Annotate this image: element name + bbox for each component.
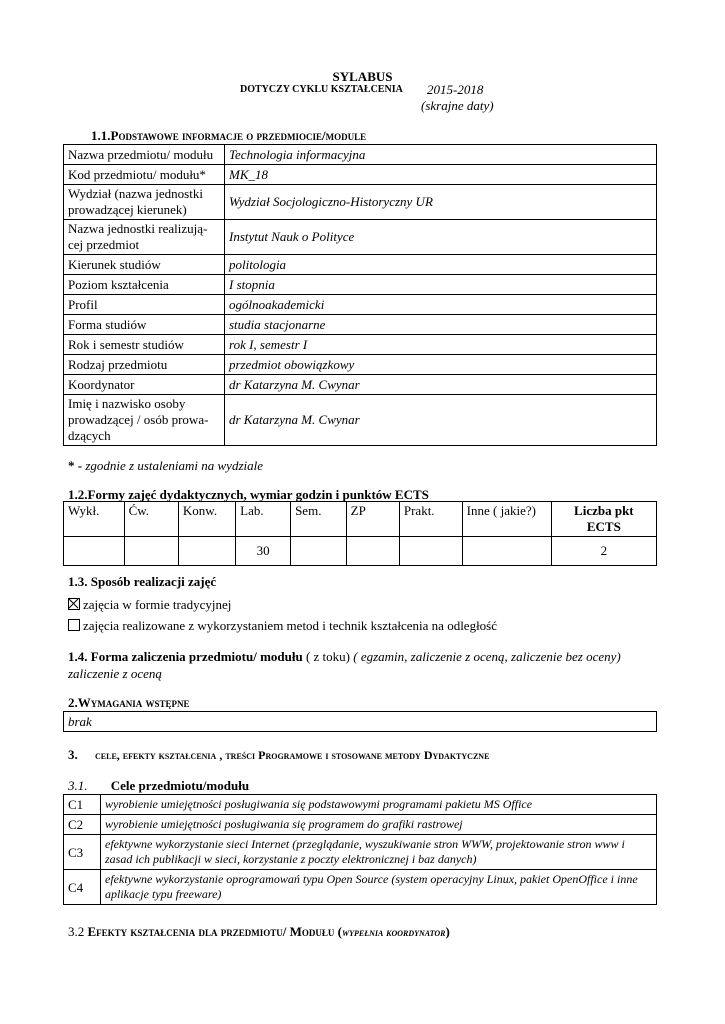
section-1-4-mid: ( z toku): [305, 649, 350, 664]
section-3-number: 3.: [68, 747, 78, 762]
section-1-2-title: 1.2.Formy zajęć dydaktycznych, wymiar godzin i punktów ECTS: [68, 487, 429, 502]
info-row-label: Nazwa przedmiotu/ modułu: [64, 145, 225, 165]
info-row: [64, 375, 657, 395]
form-header-cell: Prakt.: [399, 502, 462, 537]
info-row-label: Kod przedmiotu/ modułu*: [64, 165, 225, 185]
section-1-3-title: 1.3. Sposób realizacji zajęć: [68, 574, 217, 589]
info-row: [64, 255, 657, 275]
info-row-value: ogólnoakademicki: [225, 295, 657, 315]
section-3-2-number: 3.2: [68, 924, 85, 939]
cycle-years-note: (skrajne daty): [421, 98, 494, 113]
checkbox-empty-icon[interactable]: [68, 619, 80, 631]
goal-description: efektywne wykorzystanie sieci Internet (przeglądanie, wyszukiwanie stron WWW, projektowanie stron www i zasad ich publikacji w sieci, korzystanie z poczty elektronicznej i baz danych): [101, 835, 657, 870]
cycle-years: 2015-2018: [427, 82, 484, 97]
course-goals-table: [63, 794, 657, 905]
info-row-value: dr Katarzyna M. Cwynar: [225, 375, 657, 395]
info-row: [64, 220, 657, 255]
goal-code: C2: [64, 815, 101, 835]
info-row: [64, 315, 657, 335]
form-header-cell: ZP: [346, 502, 399, 537]
form-header-cell: Wykł.: [64, 502, 125, 537]
goal-code: C4: [64, 870, 101, 905]
section-3-heading: [68, 747, 489, 763]
info-row: [64, 335, 657, 355]
section-3-2-paren-open: (: [337, 924, 343, 939]
option-traditional[interactable]: [68, 597, 231, 613]
goal-description: efektywne wykorzystanie oprogramowań typu Open Source (system operacyjny Linux, pakiet OpenOffice i inne aplikacje typu freeware): [101, 870, 657, 905]
form-value-cell: [399, 537, 462, 566]
form-value-cell: [64, 537, 125, 566]
info-row: [64, 275, 657, 295]
goal-row: [64, 835, 657, 870]
section-3-1-number: 3.1.: [68, 778, 88, 793]
info-row: [64, 185, 657, 220]
info-row-label: Poziom kształcenia: [64, 275, 225, 295]
goal-row: [64, 870, 657, 905]
info-row-value: politologia: [225, 255, 657, 275]
form-value-cell: [178, 537, 235, 566]
info-row: [64, 165, 657, 185]
prerequisites-value: brak: [64, 712, 657, 732]
section-1-4-options: ( egzamin, zaliczenie z oceną, zaliczenie bez oceny): [353, 649, 621, 664]
section-3-1-heading: [68, 778, 249, 794]
info-row-value: rok I, semestr I: [225, 335, 657, 355]
form-value-cell: 30: [236, 537, 291, 566]
info-row: [64, 355, 657, 375]
info-row-value: Technologia informacyjna: [225, 145, 657, 165]
option-remote[interactable]: [68, 618, 497, 634]
footnote-mark: * -: [68, 458, 83, 473]
section-1-4-title: 1.4. Forma zaliczenia przedmiotu/ modułu: [68, 649, 303, 664]
prerequisites-table: [63, 711, 657, 732]
form-header-cell: Lab.: [236, 502, 291, 537]
info-row: [64, 145, 657, 165]
goal-description: wyrobienie umiejętności posługiwania się programem do grafiki rastrowej: [101, 815, 657, 835]
form-value-cell: [124, 537, 178, 566]
info-row-label: Nazwa jednostki realizują-cej przedmiot: [64, 220, 225, 255]
info-row-value: dr Katarzyna M. Cwynar: [225, 395, 657, 446]
form-value-cell: [462, 537, 551, 566]
form-header-cell: Konw.: [178, 502, 235, 537]
form-header-cell: Sem.: [291, 502, 347, 537]
info-row-value: przedmiot obowiązkowy: [225, 355, 657, 375]
goal-row: [64, 795, 657, 815]
course-forms-table: [63, 501, 657, 566]
footnote-text: zgodnie z ustaleniami na wydziale: [85, 458, 264, 473]
option-traditional-label: zajęcia w formie tradycyjnej: [83, 597, 232, 612]
info-row: [64, 295, 657, 315]
section-1-4: [68, 649, 658, 665]
info-row-value: I stopnia: [225, 275, 657, 295]
section-3-title: cele, efekty kształcenia , treści Programowe i stosowane metody Dydaktyczne: [95, 748, 490, 762]
goal-code: C3: [64, 835, 101, 870]
info-row-value: Instytut Nauk o Polityce: [225, 220, 657, 255]
form-header-cell: Ćw.: [124, 502, 178, 537]
form-value-cell: [346, 537, 399, 566]
section-3-2-note: wypełnia koordynator: [342, 927, 446, 939]
goal-code: C1: [64, 795, 101, 815]
info-row-label: Wydział (nazwa jednostki prowadzącej kierunek): [64, 185, 225, 220]
info-row-value: MK_18: [225, 165, 657, 185]
section-1-1-heading: [91, 128, 366, 144]
info-row-label: Kierunek studiów: [64, 255, 225, 275]
goal-description: wyrobienie umiejętności posługiwania się podstawowymi programami pakietu MS Office: [101, 795, 657, 815]
info-row-label: Imię i nazwisko osoby prowadzącej / osób prowa-dzących: [64, 395, 225, 446]
form-header-cell: Liczba pkt ECTS: [551, 502, 656, 537]
section-1-1-title: Podstawowe informacje o przedmiocie/module: [110, 128, 367, 143]
section-3-2-title: Efekty kształcenia dla przedmiotu/ Modułu: [87, 924, 335, 939]
form-value-cell: [291, 537, 347, 566]
section-3-2-paren-close: ): [445, 924, 450, 939]
info-row-value: Wydział Socjologiczno-Historyczny UR: [225, 185, 657, 220]
section-1-1-number: 1.1.: [91, 128, 111, 143]
info-row-label: Rodzaj przedmiotu: [64, 355, 225, 375]
info-row-label: Rok i semestr studiów: [64, 335, 225, 355]
checkbox-checked-icon[interactable]: [68, 598, 80, 610]
goal-row: [64, 815, 657, 835]
document-title: SYLABUS: [332, 69, 393, 84]
info-row-value: studia stacjonarne: [225, 315, 657, 335]
info-row-label: Koordynator: [64, 375, 225, 395]
basic-info-table: [63, 144, 657, 446]
section-1-4-value: zaliczenie z oceną: [68, 666, 162, 681]
form-value-cell: 2: [551, 537, 656, 566]
section-3-2-heading: [68, 924, 450, 940]
cycle-label: DOTYCZY CYKLU KSZTAŁCENIA: [240, 84, 403, 95]
option-remote-label: zajęcia realizowane z wykorzystaniem metod i technik kształcenia na odległość: [83, 618, 498, 633]
section-3-1-title: Cele przedmiotu/modułu: [110, 778, 250, 793]
footnote: [68, 458, 263, 474]
info-row-label: Forma studiów: [64, 315, 225, 335]
info-row-label: Profil: [64, 295, 225, 315]
form-header-cell: Inne ( jakie?): [462, 502, 551, 537]
section-2-title: 2.Wymagania wstępne: [68, 695, 190, 710]
info-row: [64, 395, 657, 446]
